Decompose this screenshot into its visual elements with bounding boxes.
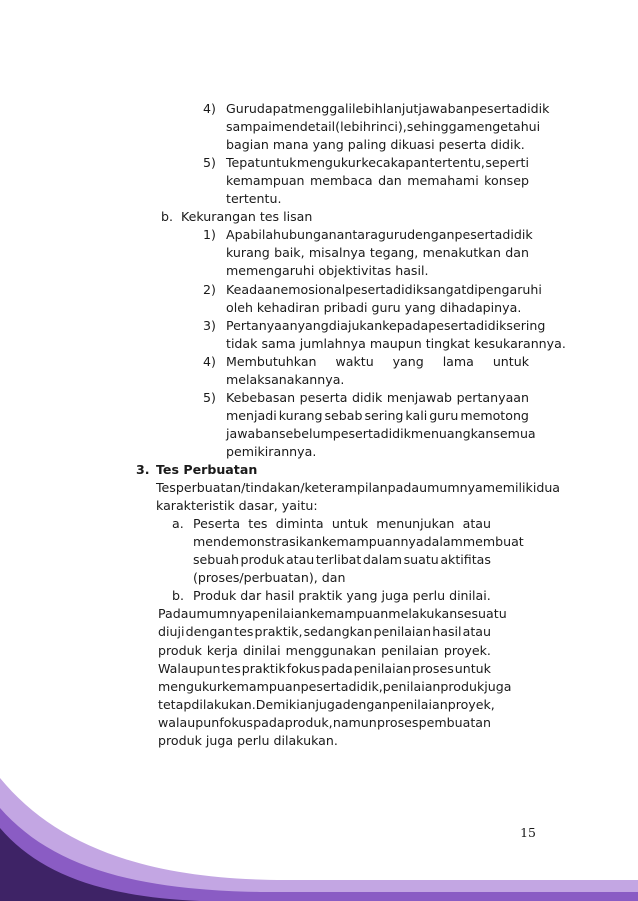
- closing-paragraph-line: produk kerja dinilai menggunakan penilaian proyek.: [158, 642, 491, 658]
- list-item-marker: 5): [203, 155, 216, 171]
- list-item-text: Kebebasan peserta didik menjawab pertanyaan: [226, 389, 529, 405]
- list-item-marker: 5): [203, 389, 216, 405]
- list-item-text: kemampuan membaca dan memahami konsep: [226, 173, 529, 189]
- intro-paragraph-line: karakteristik dasar, yaitu:: [156, 498, 318, 514]
- characteristic-text: Produk dar hasil praktik yang juga perlu dinilai.: [193, 588, 491, 604]
- list-item-marker: 1): [203, 227, 216, 243]
- list-item-marker: 4): [203, 101, 216, 116]
- closing-paragraph-line: Pada umumnya penilaian kemampuan melakukan sesuatu: [158, 606, 507, 622]
- list-item-text: Keadaan emosional peserta didik sangat dipengaruhi: [226, 281, 542, 297]
- closing-paragraph-line: Walaupun tes praktik fokus pada penilaian proses untuk: [158, 660, 491, 676]
- list-item-text: jawaban sebelum peserta didik menuangkan semua: [226, 425, 536, 441]
- characteristic-text: (proses/perbuatan), dan: [193, 570, 346, 586]
- list-item-text: sampai mendetail (lebih rinci), sehingga mengetahui: [226, 119, 541, 135]
- characteristic-text: mendemonstrasikan kemampuannya dalam membuat: [193, 534, 524, 550]
- list-item-marker: 4): [203, 353, 216, 369]
- closing-paragraph-line: tetap dilakukan. Demikian juga dengan penilaian proyek,: [158, 696, 495, 712]
- list-item-text: pemikirannya.: [226, 443, 317, 459]
- characteristic-marker: b.: [172, 588, 184, 604]
- list-item-text: tertentu.: [226, 191, 282, 207]
- closing-paragraph-line: walaupun fokus pada produk, namun proses pembuatan: [158, 714, 491, 730]
- characteristic-text: Peserta tes diminta untuk menunjukan atau: [193, 516, 491, 532]
- list-item-text: Apabila hubungan antara guru dengan peserta didik: [226, 227, 533, 243]
- list-item-marker: 3): [203, 317, 216, 333]
- closing-paragraph-line: produk juga perlu dilakukan.: [158, 732, 338, 748]
- list-item-text: tidak sama jumlahnya maupun tingkat kesukarannya.: [226, 335, 566, 351]
- subsection-title: Kekurangan tes lisan: [181, 209, 313, 225]
- subsection-marker: b.: [161, 209, 173, 225]
- section-number: 3.: [136, 462, 150, 477]
- section-heading: Tes Perbuatan: [156, 462, 258, 477]
- list-item-text: memengaruhi objektivitas hasil.: [226, 263, 429, 279]
- list-item-text: menjadi kurang sebab sering kali guru memotong: [226, 407, 529, 423]
- list-item-text: kurang baik, misalnya tegang, menakutkan dan: [226, 245, 529, 261]
- list-item-text: oleh kehadiran pribadi guru yang dihadapinya.: [226, 299, 522, 315]
- list-item-text: melaksanakannya.: [226, 371, 345, 387]
- closing-paragraph-line: mengukur kemampuan peserta didik, penilaian produk juga: [158, 678, 512, 694]
- list-item-text: bagian mana yang paling dikuasi peserta didik.: [226, 137, 525, 153]
- list-item-text: Membutuhkan waktu yang lama untuk: [226, 353, 529, 369]
- characteristic-text: sebuah produk atau terlibat dalam suatu aktifitas: [193, 552, 491, 568]
- list-item-text: Pertanyaan yang diajukan kepada peserta didik sering: [226, 317, 546, 333]
- page-number: 15: [520, 825, 536, 840]
- list-item-marker: 2): [203, 281, 216, 297]
- intro-paragraph-line: Tes perbuatan/tindakan/keterampilan pada umumnya memiliki dua: [156, 480, 561, 496]
- closing-paragraph-line: diuji dengan tes praktik, sedangkan penilaian hasil atau: [158, 624, 491, 640]
- list-item-text: Tepat untuk mengukur kecakapan tertentu, seperti: [226, 155, 529, 171]
- list-item-text: Guru dapat menggali lebih lanjut jawaban peserta didik: [226, 101, 550, 116]
- characteristic-marker: a.: [172, 516, 184, 532]
